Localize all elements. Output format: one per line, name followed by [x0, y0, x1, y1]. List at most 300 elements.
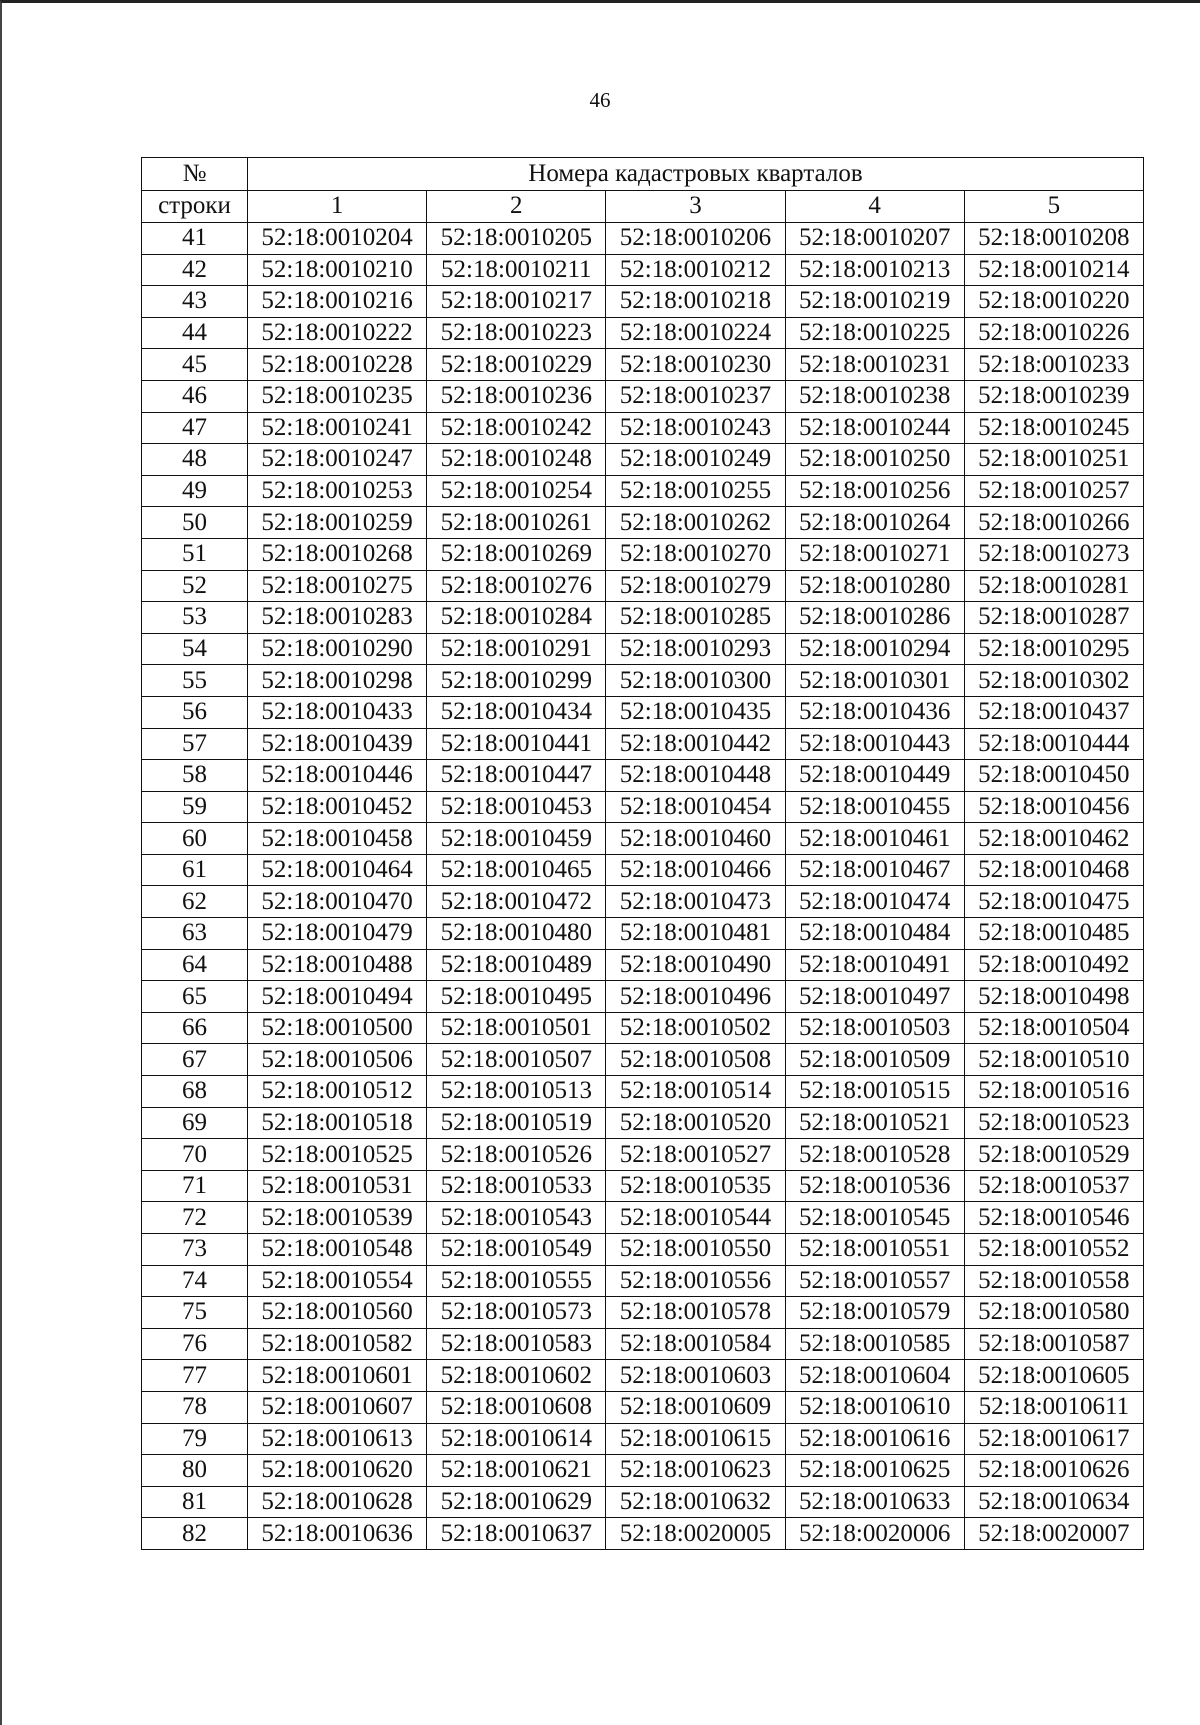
cadastral-number-cell: 52:18:0010472 — [427, 886, 606, 918]
cadastral-number-cell: 52:18:0010439 — [248, 728, 427, 760]
cadastral-number-cell: 52:18:0010546 — [964, 1202, 1143, 1234]
row-number-cell: 77 — [142, 1360, 248, 1392]
cadastral-number-cell: 52:18:0010257 — [964, 475, 1143, 507]
cadastral-number-cell: 52:18:0010294 — [785, 633, 964, 665]
cadastral-number-cell: 52:18:0010519 — [427, 1107, 606, 1139]
table-row — [142, 886, 1144, 918]
row-number-cell: 42 — [142, 254, 248, 286]
cadastral-number-cell: 52:18:0010497 — [785, 981, 964, 1013]
cadastral-number-cell: 52:18:0010293 — [606, 633, 785, 665]
cadastral-number-cell: 52:18:0010550 — [606, 1234, 785, 1266]
row-number-cell: 44 — [142, 317, 248, 349]
cadastral-number-cell: 52:18:0010239 — [964, 380, 1143, 412]
cadastral-number-cell: 52:18:0010587 — [964, 1328, 1143, 1360]
column-header-3: 3 — [606, 190, 785, 223]
cadastral-number-cell: 52:18:0010281 — [964, 570, 1143, 602]
table-row — [142, 223, 1144, 255]
cadastral-number-cell: 52:18:0010549 — [427, 1234, 606, 1266]
cadastral-number-cell: 52:18:0010552 — [964, 1234, 1143, 1266]
table-row — [142, 1265, 1144, 1297]
cadastral-number-cell: 52:18:0010459 — [427, 823, 606, 855]
table-row — [142, 1170, 1144, 1202]
table-row — [142, 981, 1144, 1013]
cadastral-number-cell: 52:18:0010513 — [427, 1076, 606, 1108]
header-row-bottom — [142, 190, 1144, 223]
cadastral-number-cell: 52:18:0010259 — [248, 507, 427, 539]
table-row — [142, 538, 1144, 570]
cadastral-number-cell: 52:18:0010229 — [427, 349, 606, 381]
cadastral-number-cell: 52:18:0010580 — [964, 1297, 1143, 1329]
cadastral-number-cell: 52:18:0010491 — [785, 949, 964, 981]
cadastral-number-cell: 52:18:0010454 — [606, 791, 785, 823]
cadastral-number-cell: 52:18:0010608 — [427, 1391, 606, 1423]
cadastral-number-cell: 52:18:0010271 — [785, 538, 964, 570]
row-number-cell: 68 — [142, 1076, 248, 1108]
cadastral-number-cell: 52:18:0010461 — [785, 823, 964, 855]
header-group-title: Номера кадастровых кварталов — [248, 158, 1144, 191]
cadastral-number-cell: 52:18:0010224 — [606, 317, 785, 349]
cadastral-number-cell: 52:18:0010620 — [248, 1455, 427, 1487]
cadastral-number-cell: 52:18:0010481 — [606, 918, 785, 950]
cadastral-number-cell: 52:18:0010211 — [427, 254, 606, 286]
cadastral-number-cell: 52:18:0010485 — [964, 918, 1143, 950]
cadastral-number-cell: 52:18:0010585 — [785, 1328, 964, 1360]
row-number-cell: 55 — [142, 665, 248, 697]
cadastral-number-cell: 52:18:0010266 — [964, 507, 1143, 539]
cadastral-number-cell: 52:18:0010275 — [248, 570, 427, 602]
cadastral-number-cell: 52:18:0010443 — [785, 728, 964, 760]
header-row-number-top: № — [142, 158, 248, 191]
cadastral-number-cell: 52:18:0010628 — [248, 1486, 427, 1518]
cadastral-number-cell: 52:18:0010216 — [248, 286, 427, 318]
cadastral-number-cell: 52:18:0010557 — [785, 1265, 964, 1297]
cadastral-number-cell: 52:18:0010537 — [964, 1170, 1143, 1202]
cadastral-number-cell: 52:18:0010261 — [427, 507, 606, 539]
cadastral-number-cell: 52:18:0010536 — [785, 1170, 964, 1202]
cadastral-number-cell: 52:18:0010437 — [964, 696, 1143, 728]
cadastral-number-cell: 52:18:0010299 — [427, 665, 606, 697]
cadastral-number-cell: 52:18:0010226 — [964, 317, 1143, 349]
cadastral-number-cell: 52:18:0010237 — [606, 380, 785, 412]
cadastral-number-cell: 52:18:0010300 — [606, 665, 785, 697]
cadastral-number-cell: 52:18:0010449 — [785, 760, 964, 792]
cadastral-number-cell: 52:18:0010460 — [606, 823, 785, 855]
cadastral-number-cell: 52:18:0010291 — [427, 633, 606, 665]
cadastral-number-cell: 52:18:0010433 — [248, 696, 427, 728]
cadastral-number-cell: 52:18:0010462 — [964, 823, 1143, 855]
cadastral-number-cell: 52:18:0010465 — [427, 854, 606, 886]
cadastral-number-cell: 52:18:0010518 — [248, 1107, 427, 1139]
table-row — [142, 823, 1144, 855]
table-body — [142, 223, 1144, 1550]
cadastral-number-cell: 52:18:0020006 — [785, 1518, 964, 1550]
cadastral-number-cell: 52:18:0010444 — [964, 728, 1143, 760]
column-header-5: 5 — [964, 190, 1143, 223]
cadastral-number-cell: 52:18:0010466 — [606, 854, 785, 886]
cadastral-number-cell: 52:18:0010479 — [248, 918, 427, 950]
row-number-cell: 66 — [142, 1012, 248, 1044]
cadastral-number-cell: 52:18:0010301 — [785, 665, 964, 697]
cadastral-number-cell: 52:18:0010501 — [427, 1012, 606, 1044]
row-number-cell: 63 — [142, 918, 248, 950]
cadastral-number-cell: 52:18:0010614 — [427, 1423, 606, 1455]
cadastral-number-cell: 52:18:0010217 — [427, 286, 606, 318]
table-row — [142, 1391, 1144, 1423]
row-number-cell: 64 — [142, 949, 248, 981]
cadastral-number-cell: 52:18:0010510 — [964, 1044, 1143, 1076]
cadastral-number-cell: 52:18:0010514 — [606, 1076, 785, 1108]
cadastral-number-cell: 52:18:0010250 — [785, 444, 964, 476]
cadastral-number-cell: 52:18:0010228 — [248, 349, 427, 381]
cadastral-number-cell: 52:18:0010249 — [606, 444, 785, 476]
row-number-cell: 41 — [142, 223, 248, 255]
cadastral-number-cell: 52:18:0010602 — [427, 1360, 606, 1392]
cadastral-number-cell: 52:18:0010633 — [785, 1486, 964, 1518]
cadastral-number-cell: 52:18:0010528 — [785, 1139, 964, 1171]
table-row — [142, 665, 1144, 697]
cadastral-number-cell: 52:18:0010484 — [785, 918, 964, 950]
row-number-cell: 76 — [142, 1328, 248, 1360]
row-number-cell: 81 — [142, 1486, 248, 1518]
cadastral-number-cell: 52:18:0010610 — [785, 1391, 964, 1423]
cadastral-number-cell: 52:18:0010551 — [785, 1234, 964, 1266]
table-row — [142, 696, 1144, 728]
cadastral-number-cell: 52:18:0010264 — [785, 507, 964, 539]
table-row — [142, 949, 1144, 981]
cadastral-number-cell: 52:18:0010458 — [248, 823, 427, 855]
table-row — [142, 1107, 1144, 1139]
table-row — [142, 1012, 1144, 1044]
cadastral-number-cell: 52:18:0010452 — [248, 791, 427, 823]
table-row — [142, 854, 1144, 886]
cadastral-number-cell: 52:18:0010529 — [964, 1139, 1143, 1171]
table-row — [142, 791, 1144, 823]
cadastral-number-cell: 52:18:0010490 — [606, 949, 785, 981]
cadastral-number-cell: 52:18:0020005 — [606, 1518, 785, 1550]
cadastral-number-cell: 52:18:0010446 — [248, 760, 427, 792]
cadastral-number-cell: 52:18:0010283 — [248, 602, 427, 634]
cadastral-number-cell: 52:18:0010533 — [427, 1170, 606, 1202]
cadastral-number-cell: 52:18:0010244 — [785, 412, 964, 444]
cadastral-number-cell: 52:18:0010629 — [427, 1486, 606, 1518]
cadastral-number-cell: 52:18:0010212 — [606, 254, 785, 286]
cadastral-number-cell: 52:18:0010525 — [248, 1139, 427, 1171]
cadastral-number-cell: 52:18:0010488 — [248, 949, 427, 981]
cadastral-number-cell: 52:18:0010220 — [964, 286, 1143, 318]
cadastral-number-cell: 52:18:0010515 — [785, 1076, 964, 1108]
cadastral-number-cell: 52:18:0010450 — [964, 760, 1143, 792]
column-header-4: 4 — [785, 190, 964, 223]
row-number-cell: 58 — [142, 760, 248, 792]
cadastral-number-cell: 52:18:0010276 — [427, 570, 606, 602]
cadastral-number-cell: 52:18:0010243 — [606, 412, 785, 444]
cadastral-number-cell: 52:18:0010637 — [427, 1518, 606, 1550]
cadastral-number-cell: 52:18:0010230 — [606, 349, 785, 381]
cadastral-number-cell: 52:18:0010436 — [785, 696, 964, 728]
cadastral-number-cell: 52:18:0010578 — [606, 1297, 785, 1329]
cadastral-number-cell: 52:18:0010302 — [964, 665, 1143, 697]
table-row — [142, 1360, 1144, 1392]
page-number: 46 — [589, 88, 611, 112]
table-row — [142, 1234, 1144, 1266]
header-row-top — [142, 158, 1144, 191]
cadastral-number-cell: 52:18:0010584 — [606, 1328, 785, 1360]
cadastral-number-cell: 52:18:0010467 — [785, 854, 964, 886]
cadastral-number-cell: 52:18:0010492 — [964, 949, 1143, 981]
cadastral-number-cell: 52:18:0010621 — [427, 1455, 606, 1487]
cadastral-number-cell: 52:18:0010241 — [248, 412, 427, 444]
cadastral-number-cell: 52:18:0010214 — [964, 254, 1143, 286]
header-row-number-bottom: строки — [142, 190, 248, 223]
cadastral-number-cell: 52:18:0010441 — [427, 728, 606, 760]
row-number-cell: 52 — [142, 570, 248, 602]
cadastral-number-cell: 52:18:0010623 — [606, 1455, 785, 1487]
table-row — [142, 1455, 1144, 1487]
table-row — [142, 286, 1144, 318]
row-number-cell: 78 — [142, 1391, 248, 1423]
cadastral-number-cell: 52:18:0010554 — [248, 1265, 427, 1297]
table-row — [142, 254, 1144, 286]
row-number-cell: 46 — [142, 380, 248, 412]
row-number-cell: 70 — [142, 1139, 248, 1171]
cadastral-number-cell: 52:18:0010632 — [606, 1486, 785, 1518]
cadastral-number-cell: 52:18:0010434 — [427, 696, 606, 728]
row-number-cell: 72 — [142, 1202, 248, 1234]
table-row — [142, 633, 1144, 665]
row-number-cell: 71 — [142, 1170, 248, 1202]
row-number-cell: 49 — [142, 475, 248, 507]
cadastral-number-cell: 52:18:0010222 — [248, 317, 427, 349]
row-number-cell: 59 — [142, 791, 248, 823]
row-number-cell: 45 — [142, 349, 248, 381]
cadastral-number-cell: 52:18:0010251 — [964, 444, 1143, 476]
cadastral-number-cell: 52:18:0010225 — [785, 317, 964, 349]
cadastral-number-cell: 52:18:0010615 — [606, 1423, 785, 1455]
cadastral-number-cell: 52:18:0010210 — [248, 254, 427, 286]
cadastral-number-cell: 52:18:0010558 — [964, 1265, 1143, 1297]
cadastral-number-cell: 52:18:0010219 — [785, 286, 964, 318]
table-row — [142, 1044, 1144, 1076]
cadastral-number-cell: 52:18:0010556 — [606, 1265, 785, 1297]
cadastral-number-cell: 52:18:0010223 — [427, 317, 606, 349]
row-number-cell: 62 — [142, 886, 248, 918]
table-row — [142, 475, 1144, 507]
cadastral-number-cell: 52:18:0010254 — [427, 475, 606, 507]
cadastral-number-cell: 52:18:0010245 — [964, 412, 1143, 444]
cadastral-number-cell: 52:18:0010286 — [785, 602, 964, 634]
cadastral-number-cell: 52:18:0010636 — [248, 1518, 427, 1550]
cadastral-number-cell: 52:18:0010616 — [785, 1423, 964, 1455]
table-row — [142, 1486, 1144, 1518]
cadastral-number-cell: 52:18:0010496 — [606, 981, 785, 1013]
cadastral-number-cell: 52:18:0010625 — [785, 1455, 964, 1487]
cadastral-number-cell: 52:18:0010262 — [606, 507, 785, 539]
cadastral-number-cell: 52:18:0010284 — [427, 602, 606, 634]
cadastral-number-cell: 52:18:0010605 — [964, 1360, 1143, 1392]
cadastral-number-cell: 52:18:0010208 — [964, 223, 1143, 255]
row-number-cell: 65 — [142, 981, 248, 1013]
cadastral-number-cell: 52:18:0010494 — [248, 981, 427, 1013]
cadastral-number-cell: 52:18:0010233 — [964, 349, 1143, 381]
cadastral-number-cell: 52:18:0010290 — [248, 633, 427, 665]
cadastral-number-cell: 52:18:0010255 — [606, 475, 785, 507]
table-row — [142, 349, 1144, 381]
table-row — [142, 1202, 1144, 1234]
cadastral-number-cell: 52:18:0010489 — [427, 949, 606, 981]
cadastral-number-cell: 52:18:0010583 — [427, 1328, 606, 1360]
cadastral-number-cell: 52:18:0010516 — [964, 1076, 1143, 1108]
cadastral-number-cell: 52:18:0010447 — [427, 760, 606, 792]
cadastral-number-cell: 52:18:0010611 — [964, 1391, 1143, 1423]
table-row — [142, 918, 1144, 950]
row-number-cell: 50 — [142, 507, 248, 539]
cadastral-number-cell: 52:18:0010236 — [427, 380, 606, 412]
cadastral-number-cell: 52:18:0010235 — [248, 380, 427, 412]
cadastral-number-cell: 52:18:0010531 — [248, 1170, 427, 1202]
cadastral-number-cell: 52:18:0010480 — [427, 918, 606, 950]
cadastral-number-cell: 52:18:0010247 — [248, 444, 427, 476]
cadastral-quarters-table — [141, 157, 1144, 1550]
cadastral-number-cell: 52:18:0010626 — [964, 1455, 1143, 1487]
cadastral-number-cell: 52:18:0010603 — [606, 1360, 785, 1392]
cadastral-number-cell: 52:18:0010500 — [248, 1012, 427, 1044]
cadastral-number-cell: 52:18:0010527 — [606, 1139, 785, 1171]
row-number-cell: 51 — [142, 538, 248, 570]
row-number-cell: 74 — [142, 1265, 248, 1297]
row-number-cell: 48 — [142, 444, 248, 476]
cadastral-number-cell: 52:18:0010617 — [964, 1423, 1143, 1455]
cadastral-number-cell: 52:18:0010248 — [427, 444, 606, 476]
cadastral-number-cell: 52:18:0010256 — [785, 475, 964, 507]
row-number-cell: 67 — [142, 1044, 248, 1076]
cadastral-number-cell: 52:18:0010287 — [964, 602, 1143, 634]
cadastral-number-cell: 52:18:0010231 — [785, 349, 964, 381]
cadastral-number-cell: 52:18:0010204 — [248, 223, 427, 255]
cadastral-number-cell: 52:18:0010473 — [606, 886, 785, 918]
row-number-cell: 53 — [142, 602, 248, 634]
cadastral-number-cell: 52:18:0010609 — [606, 1391, 785, 1423]
row-number-cell: 60 — [142, 823, 248, 855]
cadastral-number-cell: 52:18:0010601 — [248, 1360, 427, 1392]
cadastral-number-cell: 52:18:0010512 — [248, 1076, 427, 1108]
cadastral-number-cell: 52:18:0010634 — [964, 1486, 1143, 1518]
cadastral-number-cell: 52:18:0010242 — [427, 412, 606, 444]
cadastral-number-cell: 52:18:0010573 — [427, 1297, 606, 1329]
cadastral-number-cell: 52:18:0010545 — [785, 1202, 964, 1234]
row-number-cell: 82 — [142, 1518, 248, 1550]
row-number-cell: 61 — [142, 854, 248, 886]
cadastral-number-cell: 52:18:0010285 — [606, 602, 785, 634]
cadastral-number-cell: 52:18:0010582 — [248, 1328, 427, 1360]
row-number-cell: 69 — [142, 1107, 248, 1139]
cadastral-number-cell: 52:18:0010521 — [785, 1107, 964, 1139]
cadastral-number-cell: 52:18:0010495 — [427, 981, 606, 1013]
cadastral-number-cell: 52:18:0010470 — [248, 886, 427, 918]
cadastral-number-cell: 52:18:0010526 — [427, 1139, 606, 1171]
cadastral-number-cell: 52:18:0010560 — [248, 1297, 427, 1329]
cadastral-number-cell: 52:18:0010523 — [964, 1107, 1143, 1139]
cadastral-number-cell: 52:18:0010498 — [964, 981, 1143, 1013]
cadastral-number-cell: 52:18:0010539 — [248, 1202, 427, 1234]
cadastral-number-cell: 52:18:0010435 — [606, 696, 785, 728]
cadastral-number-cell: 52:18:0010456 — [964, 791, 1143, 823]
cadastral-number-cell: 52:18:0010544 — [606, 1202, 785, 1234]
row-number-cell: 73 — [142, 1234, 248, 1266]
table-row — [142, 1139, 1144, 1171]
row-number-cell: 54 — [142, 633, 248, 665]
table-row — [142, 317, 1144, 349]
cadastral-number-cell: 52:18:0010238 — [785, 380, 964, 412]
cadastral-number-cell: 52:18:0010535 — [606, 1170, 785, 1202]
cadastral-number-cell: 52:18:0010503 — [785, 1012, 964, 1044]
cadastral-number-cell: 52:18:0010502 — [606, 1012, 785, 1044]
cadastral-number-cell: 52:18:0010468 — [964, 854, 1143, 886]
row-number-cell: 80 — [142, 1455, 248, 1487]
cadastral-number-cell: 52:18:0010455 — [785, 791, 964, 823]
row-number-cell: 56 — [142, 696, 248, 728]
table-row — [142, 602, 1144, 634]
cadastral-number-cell: 52:18:0010270 — [606, 538, 785, 570]
cadastral-number-cell: 52:18:0010464 — [248, 854, 427, 886]
table-row — [142, 570, 1144, 602]
table-row — [142, 1297, 1144, 1329]
cadastral-number-cell: 52:18:0010555 — [427, 1265, 606, 1297]
table-row — [142, 444, 1144, 476]
cadastral-number-cell: 52:18:0010548 — [248, 1234, 427, 1266]
table-row — [142, 412, 1144, 444]
cadastral-number-cell: 52:18:0010520 — [606, 1107, 785, 1139]
cadastral-number-cell: 52:18:0010268 — [248, 538, 427, 570]
cadastral-number-cell: 52:18:0010213 — [785, 254, 964, 286]
table-row — [142, 728, 1144, 760]
row-number-cell: 43 — [142, 286, 248, 318]
cadastral-number-cell: 52:18:0010273 — [964, 538, 1143, 570]
row-number-cell: 75 — [142, 1297, 248, 1329]
cadastral-number-cell: 52:18:0010280 — [785, 570, 964, 602]
cadastral-number-cell: 52:18:0010607 — [248, 1391, 427, 1423]
cadastral-number-cell: 52:18:0010453 — [427, 791, 606, 823]
table-row — [142, 1076, 1144, 1108]
cadastral-number-cell: 52:18:0010205 — [427, 223, 606, 255]
cadastral-number-cell: 52:18:0010298 — [248, 665, 427, 697]
column-header-2: 2 — [427, 190, 606, 223]
row-number-cell: 57 — [142, 728, 248, 760]
cadastral-number-cell: 52:18:0010475 — [964, 886, 1143, 918]
cadastral-number-cell: 52:18:0010206 — [606, 223, 785, 255]
table-row — [142, 1328, 1144, 1360]
cadastral-number-cell: 52:18:0010509 — [785, 1044, 964, 1076]
cadastral-number-cell: 52:18:0010218 — [606, 286, 785, 318]
cadastral-number-cell: 52:18:0010448 — [606, 760, 785, 792]
cadastral-number-cell: 52:18:0010207 — [785, 223, 964, 255]
table-row — [142, 1518, 1144, 1550]
cadastral-number-cell: 52:18:0010442 — [606, 728, 785, 760]
column-header-1: 1 — [248, 190, 427, 223]
table-row — [142, 380, 1144, 412]
cadastral-number-cell: 52:18:0010579 — [785, 1297, 964, 1329]
cadastral-number-cell: 52:18:0010543 — [427, 1202, 606, 1234]
cadastral-number-cell: 52:18:0010253 — [248, 475, 427, 507]
cadastral-number-cell: 52:18:0010504 — [964, 1012, 1143, 1044]
table-row — [142, 760, 1144, 792]
cadastral-number-cell: 52:18:0010508 — [606, 1044, 785, 1076]
cadastral-number-cell: 52:18:0010507 — [427, 1044, 606, 1076]
cadastral-number-cell: 52:18:0010269 — [427, 538, 606, 570]
cadastral-number-cell: 52:18:0010506 — [248, 1044, 427, 1076]
table-row — [142, 507, 1144, 539]
cadastral-number-cell: 52:18:0010604 — [785, 1360, 964, 1392]
row-number-cell: 79 — [142, 1423, 248, 1455]
